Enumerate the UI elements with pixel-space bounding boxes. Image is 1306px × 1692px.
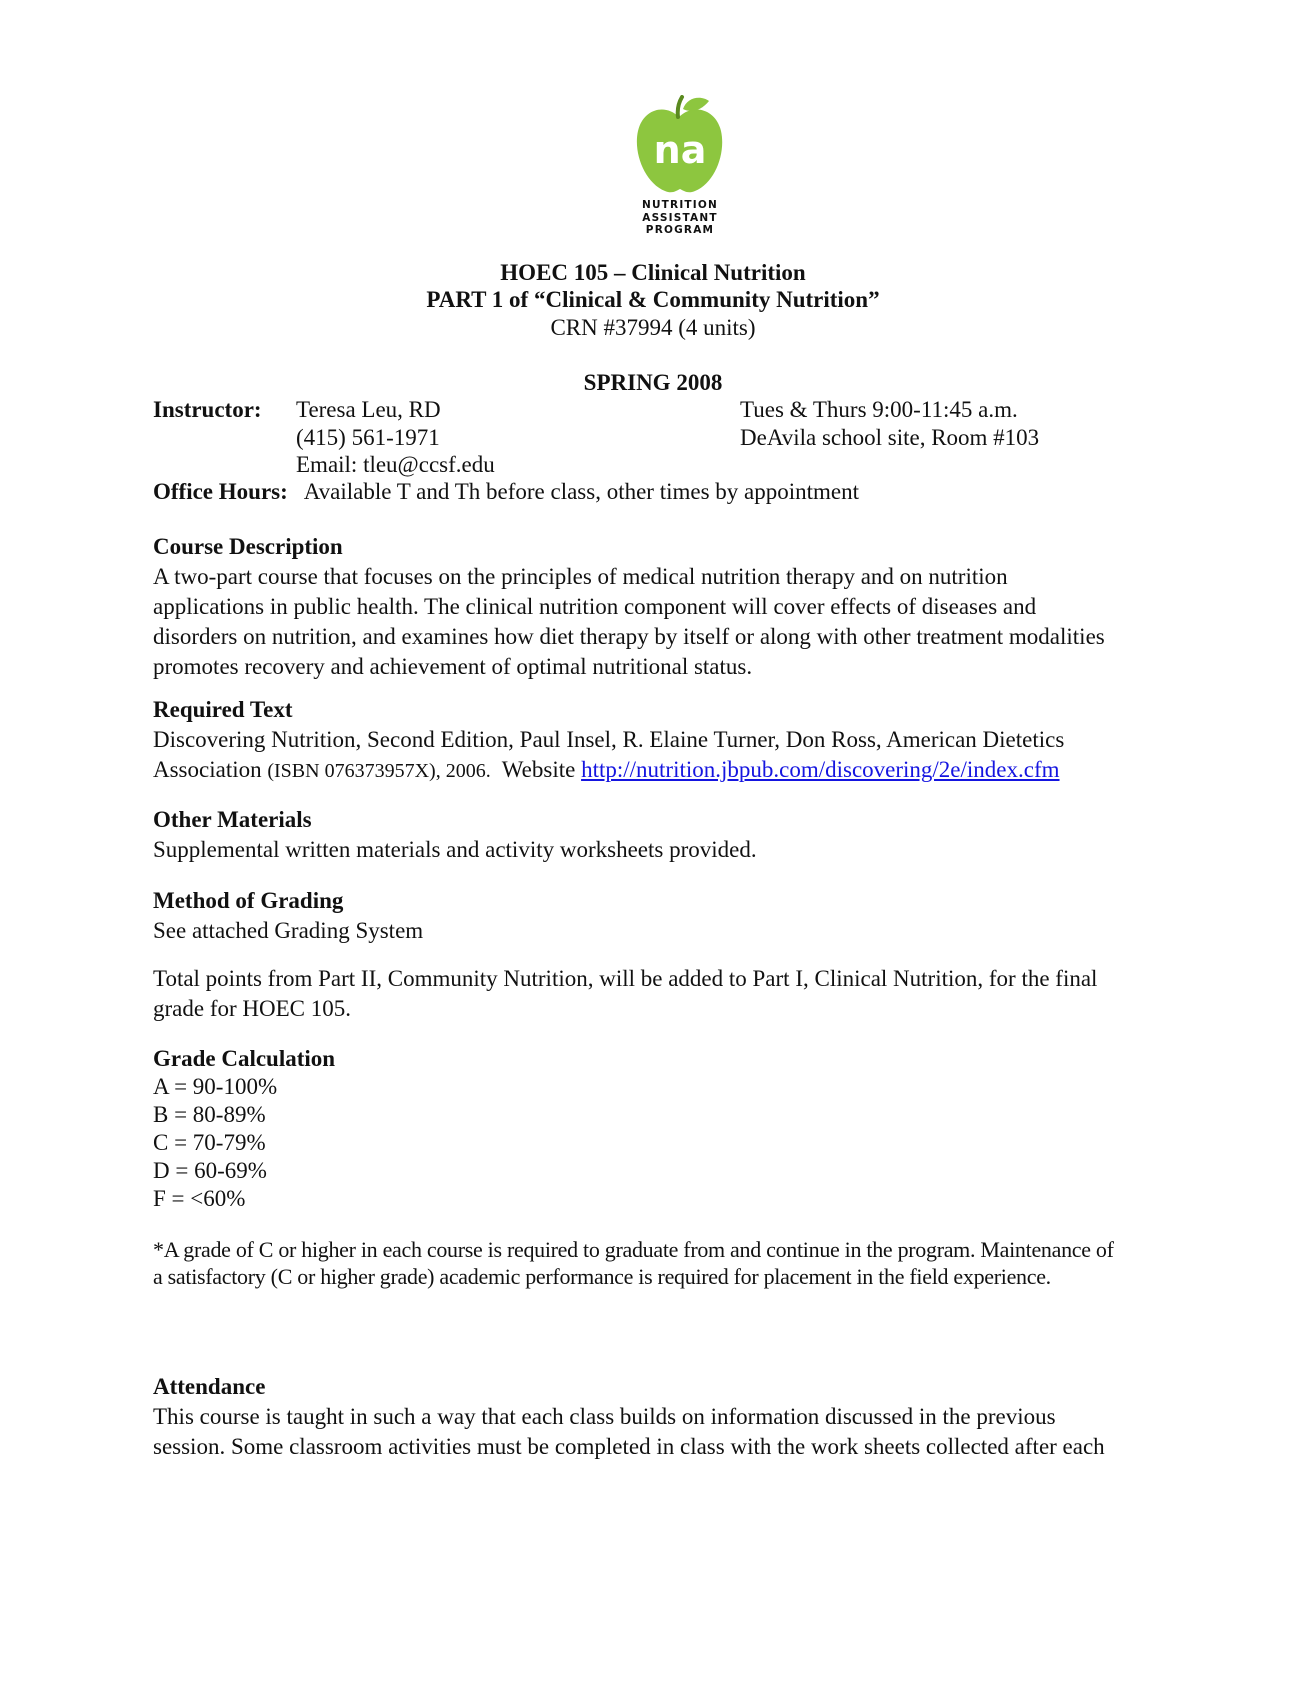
other-materials-heading: Other Materials: [153, 807, 312, 832]
term-heading: SPRING 2008: [583, 370, 723, 395]
course-description-section: [153, 532, 1213, 682]
logo-line-2: ASSISTANT: [642, 211, 718, 224]
grade-row: C = 70-79%: [153, 1130, 266, 1155]
instructor-name: Teresa Leu, RD: [296, 397, 441, 422]
required-text-association: Association: [153, 757, 268, 782]
part-title: PART 1 of “Clinical & Community Nutrition”: [426, 287, 880, 312]
apple-icon: [625, 95, 735, 199]
course-description-line: applications in public health. The clinical nutrition component will cover effects of diseases and: [153, 594, 1037, 619]
grade-note-line: *A grade of C or higher in each course is required to graduate from and continue in the program. Maintenance of: [153, 1237, 1114, 1262]
office-hours-label: Office Hours:: [153, 479, 288, 504]
office-hours-text: Available T and Th before class, other times by appointment: [303, 479, 860, 504]
other-materials-section: [153, 805, 1213, 865]
class-location: DeAvila school site, Room #103: [740, 425, 1040, 450]
logo-line-1: NUTRITION: [641, 199, 719, 211]
grade-row: A = 90-100%: [153, 1074, 278, 1099]
class-schedule: Tues & Thurs 9:00-11:45 a.m.: [740, 397, 1018, 422]
course-description-line: disorders on nutrition, and examines how diet therapy by itself or along with other treatment modalities: [153, 624, 1105, 649]
crn-line: CRN #37994 (4 units): [550, 315, 756, 340]
grade-requirement-note: [153, 1236, 1213, 1290]
attendance-heading: Attendance: [153, 1374, 266, 1399]
logo-line-3: PROGRAM: [645, 224, 715, 236]
logo-wordmark: [625, 199, 735, 237]
total-points-line: grade for HOEC 105.: [153, 996, 352, 1021]
attendance-line: This course is taught in such a way that each class builds on information discussed in the previous: [153, 1404, 1056, 1429]
instructor-email: Email: tleu@ccsf.edu: [296, 452, 495, 477]
required-text-isbn: (ISBN 076373957X), 2006.: [267, 760, 491, 782]
grade-row: B = 80-89%: [153, 1102, 266, 1127]
attendance-line: session. Some classroom activities must be completed in class with the work sheets collected after each: [153, 1434, 1105, 1459]
grade-row: F = <60%: [153, 1186, 246, 1211]
grade-calculation-heading: Grade Calculation: [153, 1046, 336, 1071]
total-points-paragraph: [153, 964, 1213, 1024]
method-of-grading-text: See attached Grading System: [153, 918, 424, 943]
method-of-grading-heading: Method of Grading: [153, 888, 344, 913]
course-description-line: A two-part course that focuses on the principles of medical nutrition therapy and on nutrition: [153, 564, 1008, 589]
nutrition-assistant-program-logo: [625, 95, 735, 245]
course-description-heading: Course Description: [153, 534, 343, 559]
required-text-line-2: [153, 755, 1213, 786]
required-text-website-label: Website: [490, 757, 582, 782]
instructor-phone: (415) 561-1971: [296, 425, 440, 450]
method-of-grading-section: [153, 886, 1213, 946]
attendance-section: [153, 1372, 1213, 1462]
required-text-section: [153, 695, 1213, 786]
required-text-heading: Required Text: [153, 697, 293, 722]
course-description-line: promotes recovery and achievement of optimal nutritional status.: [153, 654, 753, 679]
textbook-website-link[interactable]: http://nutrition.jbpub.com/discovering/2e/index.cfm: [581, 757, 1060, 782]
course-title: HOEC 105 – Clinical Nutrition: [500, 260, 806, 285]
logo-mark: na: [653, 128, 707, 172]
other-materials-text: Supplemental written materials and activity worksheets provided.: [153, 837, 757, 862]
grade-calculation-section: [153, 1045, 1213, 1213]
grade-note-line: a satisfactory (C or higher grade) academic performance is required for placement in the field experience.: [153, 1264, 1051, 1289]
required-text-line-1: Discovering Nutrition, Second Edition, Paul Insel, R. Elaine Turner, Don Ross, American Dietetics: [153, 727, 1065, 752]
grade-row: D = 60-69%: [153, 1158, 267, 1183]
office-hours: [153, 477, 859, 507]
instructor-label: Instructor:: [153, 397, 262, 422]
total-points-line: Total points from Part II, Community Nutrition, will be added to Part I, Clinical Nutrition, for the final: [153, 966, 1098, 991]
